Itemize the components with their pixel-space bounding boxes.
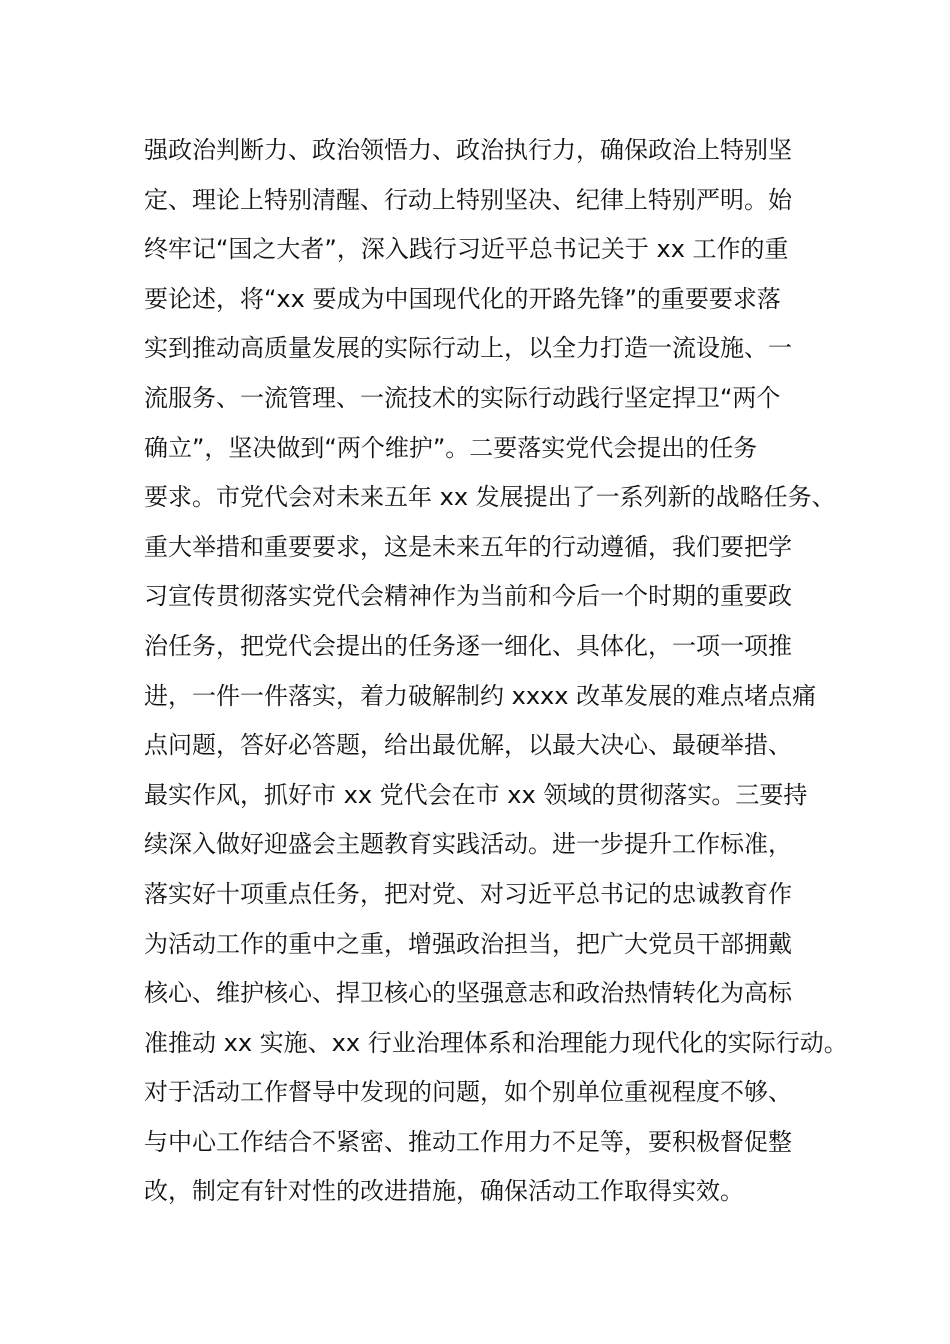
text-line: 终牢记“国之大者”，深入践行习近平总书记关于 xx 工作的重 — [144, 235, 789, 264]
text-line: 续深入做好迎盛会主题教育实践活动。进一步提升工作标准， — [144, 830, 792, 859]
text-line: 实到推动高质量发展的实际行动上，以全力打造一流设施、一 — [144, 334, 792, 363]
text-line: 与中心工作结合不紧密、推动工作用力不足等，要积极督促整 — [144, 1127, 792, 1156]
text-line: 点问题，答好必答题，给出最优解，以最大决心、最硬举措、 — [144, 731, 792, 760]
text-line: 改，制定有针对性的改进措施，确保活动工作取得实效。 — [144, 1177, 744, 1206]
text-line: 习宣传贯彻落实党代会精神作为当前和今后一个时期的重要政 — [144, 582, 792, 611]
text-line: 治任务，把党代会提出的任务逐一细化、具体化，一项一项推 — [144, 631, 792, 660]
text-line: 准推动 xx 实施、xx 行业治理体系和治理能力现代化的实际行动。 — [144, 1028, 848, 1057]
text-line: 要求。市党代会对未来五年 xx 发展提出了一系列新的战略任务、 — [144, 483, 836, 512]
text-line: 进，一件一件落实，着力破解制约 xxxx 改革发展的难点堵点痛 — [144, 681, 817, 710]
text-line: 落实好十项重点任务，把对党、对习近平总书记的忠诚教育作 — [144, 879, 792, 908]
text-line: 对于活动工作督导中发现的问题，如个别单位重视程度不够、 — [144, 1078, 792, 1107]
text-line: 最实作风，抓好市 xx 党代会在市 xx 领域的贯彻落实。三要持 — [144, 780, 808, 809]
text-line: 确立”，坚决做到“两个维护”。二要落实党代会提出的任务 — [144, 433, 758, 462]
body-paragraph — [144, 126, 848, 1217]
text-line: 要论述，将“xx 要成为中国现代化的开路先锋”的重要要求落 — [144, 284, 781, 313]
text-line: 强政治判断力、政治领悟力、政治执行力，确保政治上特别坚 — [144, 136, 792, 164]
text-line: 为活动工作的重中之重，增强政治担当，把广大党员干部拥戴 — [144, 929, 792, 958]
text-line: 流服务、一流管理、一流技术的实际行动践行坚定捍卫“两个 — [144, 383, 781, 412]
text-line: 重大举措和重要要求，这是未来五年的行动遵循，我们要把学 — [144, 532, 792, 561]
text-line: 核心、维护核心、捍卫核心的坚强意志和政治热情转化为高标 — [144, 979, 792, 1008]
text-line: 定、理论上特别清醒、行动上特别坚决、纪律上特别严明。始 — [144, 185, 792, 214]
